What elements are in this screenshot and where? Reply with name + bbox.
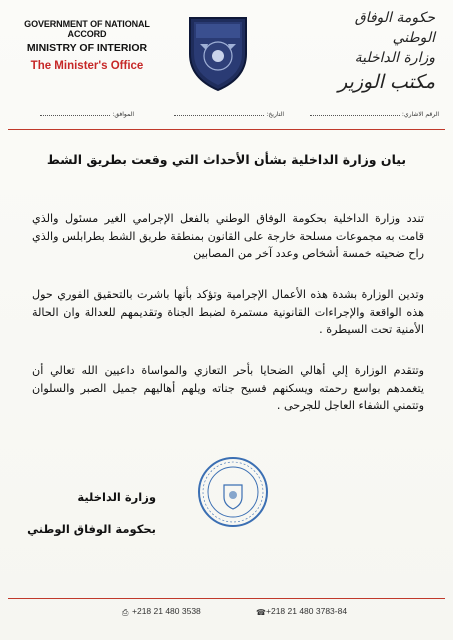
date-label: التاريخ:	[266, 111, 284, 118]
date-field	[174, 111, 284, 118]
ministry-name-ar: وزارة الداخلية	[354, 50, 435, 66]
header-divider	[8, 129, 445, 130]
paragraph-condemnation: تندد وزارة الداخلية بحكومة الوفاق الوطني بالفعل الإجرامي الغير مسئول والذي قامت به مجموعات مسلحة خارجة على القانون بمنطقة طريق الشط بطرابلس والذي راح ضحيته خمسة أشخاص وعدد آخر من المصابين	[32, 212, 424, 260]
footer-fax	[122, 606, 201, 617]
signature-ministry: وزارة الداخلية	[77, 490, 156, 504]
corresponding-date-field	[40, 111, 134, 118]
fax-icon: ⎙	[122, 608, 129, 617]
phone-number: +218 21 480 3783-84	[266, 606, 348, 616]
statement-title: بيان وزارة الداخلية بشأن الأحداث التي وقعت بطريق الشط	[46, 152, 407, 167]
english-header	[12, 19, 162, 72]
signature-government: بحكومة الوفاق الوطني	[27, 522, 156, 536]
footer-divider	[8, 598, 445, 599]
government-name-ar: حكومة الوفاق الوطني	[354, 10, 435, 46]
reference-number-field	[310, 111, 439, 118]
office-name-en: The Minister's Office	[30, 60, 144, 72]
footer-phone	[256, 606, 347, 617]
arabic-header	[310, 8, 435, 96]
government-name-en: GOVERNMENT OF NATIONAL ACCORD	[24, 19, 150, 39]
reference-line	[14, 111, 439, 125]
phone-icon: ☎	[256, 608, 266, 617]
office-name-ar: مكتب الوزير	[338, 71, 435, 93]
official-stamp-icon	[196, 455, 270, 529]
ministry-emblem-icon	[186, 14, 250, 92]
reference-number-label: الرقم الاشاري:	[401, 111, 439, 118]
paragraph-condolences: وتتقدم الوزارة إلي أهالي الضحايا بأحر التعازي والمواساة داعيين الله تعالي أن يتغمدهم بواسع رحمته ويسكنهم فسيح جناته ويلهم أهاليهم جميل الصبر والسلوان وتتمني الشفاء العاجل للجرحى .	[32, 364, 424, 412]
fax-number: +218 21 480 3538	[132, 606, 201, 616]
paragraph-investigation: وتدين الوزارة بشدة هذه الأعمال الإجرامية وتؤكد بأنها باشرت بالتحقيق الفوري حول هذه الواقعة والإجراءات القانونية مستمرة لضبط الجناة وتقديمهم للعدالة وان الحالة الأمنية تحت السيطرة .	[32, 288, 424, 336]
corresponding-date-label: الموافق:	[112, 111, 134, 118]
ministry-name-en: MINISTRY OF INTERIOR	[26, 42, 148, 54]
